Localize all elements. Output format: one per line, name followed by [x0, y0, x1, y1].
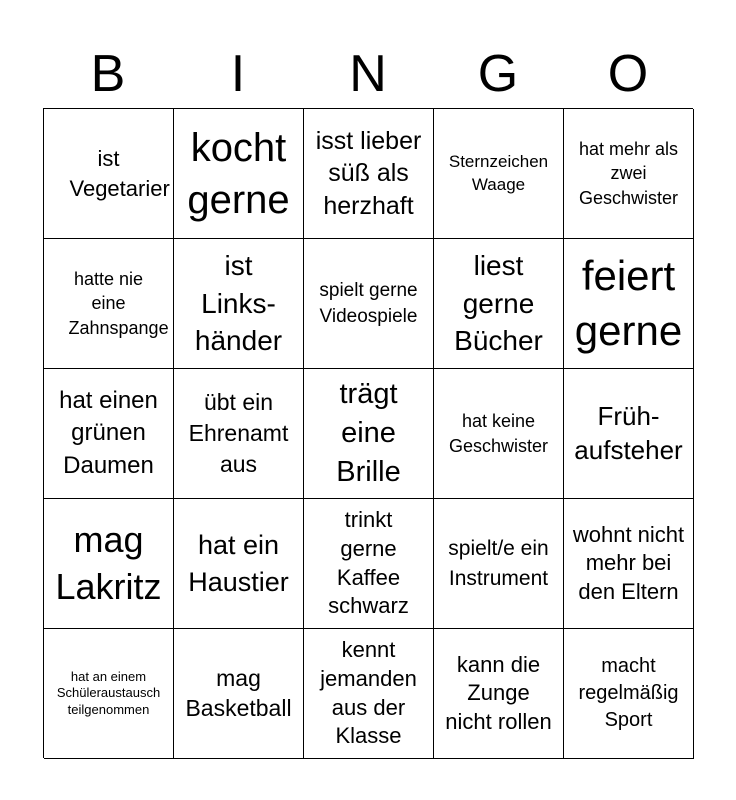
bingo-cell[interactable]	[564, 369, 694, 499]
cell-text: liest gerne Bücher	[454, 249, 543, 357]
cell-text: hat keine Geschwister	[448, 411, 549, 456]
bingo-cell[interactable]	[174, 499, 304, 629]
bingo-header	[43, 40, 693, 108]
cell-text: hat einen grünen Daumen	[59, 386, 158, 479]
bingo-cell[interactable]	[174, 239, 304, 369]
bingo-cell[interactable]	[44, 109, 174, 239]
cell-text: hat mehr als zwei Geschwister	[578, 139, 679, 208]
bingo-cell[interactable]	[44, 629, 174, 759]
cell-text: hatte nie eine Zahnspange	[68, 269, 169, 338]
bingo-grid	[43, 108, 693, 758]
cell-text: ist Vegetarier	[69, 145, 170, 201]
cell-text: mag Basketball	[185, 664, 292, 721]
bingo-cell[interactable]	[434, 629, 564, 759]
cell-text: Früh-aufsteher	[574, 400, 683, 465]
bingo-cell[interactable]	[564, 239, 694, 369]
cell-text: trinkt gerne Kaffee schwarz	[328, 507, 409, 619]
bingo-cell[interactable]	[434, 239, 564, 369]
cell-text: hat an einem Schüleraustausch teilgenommen	[56, 669, 161, 717]
cell-text: übt ein Ehrenamt aus	[188, 388, 289, 478]
bingo-cell[interactable]	[44, 369, 174, 499]
header-letter-n: N	[349, 45, 387, 103]
header-letter-g: G	[477, 45, 519, 103]
cell-text: trägt eine Brille	[336, 377, 401, 489]
header-letter-i: I	[230, 45, 246, 103]
cell-text: feiert gerne	[574, 251, 683, 354]
cell-text: wohnt nicht mehr bei den Eltern	[572, 521, 685, 604]
bingo-cell[interactable]	[44, 499, 174, 629]
bingo-cell[interactable]	[564, 629, 694, 759]
cell-text: hat ein Haustier	[188, 530, 289, 597]
cell-text: mag Lakritz	[55, 518, 162, 607]
bingo-cell[interactable]	[304, 239, 434, 369]
bingo-cell[interactable]	[44, 239, 174, 369]
bingo-cell[interactable]	[434, 109, 564, 239]
cell-text: spielt/e ein Instrument	[448, 537, 549, 590]
bingo-cell[interactable]	[174, 109, 304, 239]
bingo-cell[interactable]	[174, 629, 304, 759]
header-letter-b: B	[90, 45, 126, 103]
cell-text: kocht gerne	[187, 125, 290, 222]
cell-text: Sternzeichen Waage	[448, 151, 549, 194]
bingo-cell[interactable]	[564, 499, 694, 629]
bingo-cell[interactable]	[304, 109, 434, 239]
bingo-cell[interactable]	[434, 369, 564, 499]
bingo-cell[interactable]	[304, 629, 434, 759]
cell-text: kennt jemanden aus der Klasse	[320, 637, 417, 749]
bingo-cell[interactable]	[304, 369, 434, 499]
cell-text: spielt gerne Videospiele	[319, 279, 418, 327]
cell-text: kann die Zunge nicht rollen	[445, 651, 552, 734]
bingo-cell[interactable]	[174, 369, 304, 499]
bingo-cell[interactable]	[564, 109, 694, 239]
cell-text: ist Links-händer	[194, 249, 283, 357]
cell-text: isst lieber süß als herzhaft	[315, 126, 422, 220]
header-letter-o: O	[607, 45, 649, 103]
cell-text: macht regelmäßig Sport	[578, 655, 679, 731]
bingo-cell[interactable]	[304, 499, 434, 629]
bingo-cell[interactable]	[434, 499, 564, 629]
